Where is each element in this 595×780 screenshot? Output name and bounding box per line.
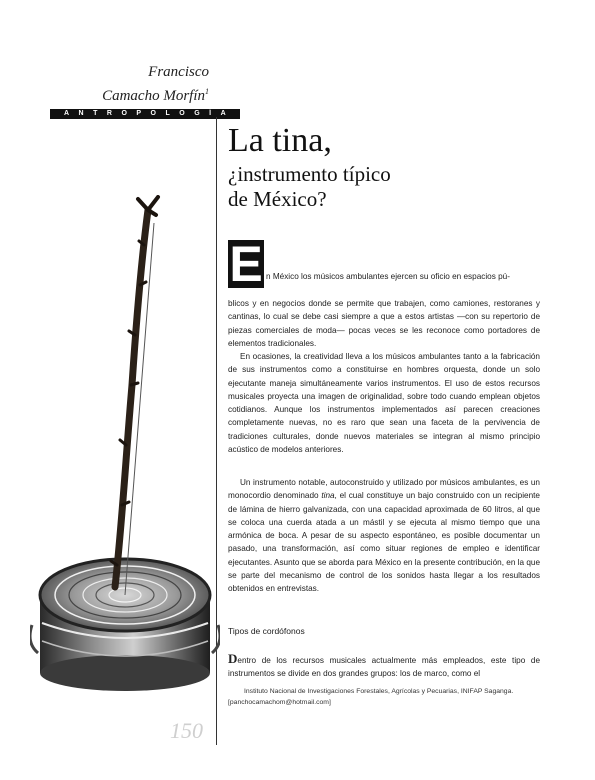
article-subtitle <box>228 162 391 212</box>
subtitle-line-2: de México? <box>228 187 327 211</box>
section-heading: Tipos de cordófonos <box>228 626 305 636</box>
paragraph-4-text: entro de los recursos musicales actualmente más empleados, este tipo de instrumentos se divide en dos grandes grupos: los de marco, como el <box>228 656 540 679</box>
author-surname-text: Camacho Morfín <box>102 88 205 104</box>
article-title: La tina, <box>228 122 332 159</box>
paragraph-4-initial: D <box>228 651 238 666</box>
footnote-institution: Instituto Nacional de Investigaciones Forestales, Agrícolas y Pecuarias, INIFAP Saganga. <box>244 688 514 695</box>
paragraph-1-first-line: n México los músicos ambulantes ejercen su oficio en espacios pú- <box>266 272 510 281</box>
paragraph-3-text-after: , el cual constituye un bajo construido con un recipiente de lámina de hierro galvanizada, con una capacidad aproximada de 60 litros, al que se coloca una cuerda atada a un mástil y se ejecuta al mismo tiempo que una armónica de boca. A pesar de su aspecto espontáneo, es posible documentar un pasado, una transformación, así como situar regiones de empleo e identificar ejecutantes. Asunto que se aborda para México en la presente contribución, en la que se parte del mecanismo de control de los sonidos hasta llegar a los resultados obtenidos en entrevistas. <box>228 491 540 593</box>
author-footnote-mark: 1 <box>205 87 209 96</box>
paragraph-2 <box>228 350 540 456</box>
paragraph-2-text: En ocasiones, la creatividad lleva a los músicos ambulantes tanto a la fabricación de sus instrumentos como a constituirse en hombres orquesta, donde un solo ejecutante maneja simultáneamente varios instrumentos. El uso de estos recursos musicales proyecta una imagen de originalidad, sobre todo cuando emplean objetos cotidianos. Aunque los instrumentos implementados así parecen creaciones completamente nuevas, no es raro que sean una faceta de la pervivencia de tradiciones culturales, donde nuevos materiales se integran al mismo principio acústico de modelos anteriores. <box>228 352 540 454</box>
tina-instrument-illustration <box>30 195 220 715</box>
footnote-email: [panchocamachom@hotmail.com] <box>228 699 331 706</box>
paragraph-1-body: blicos y en negocios donde se permite que trabajen, como camiones, restoranes y cantinas, lo cual se debe casi siempre a que a estos artistas —con su repertorio de piezas comerciales de moda— pocas veces se les reconoce como portadores de elementos tradicionales. <box>228 299 540 348</box>
drop-cap: E <box>229 236 263 292</box>
author-footnote <box>228 686 540 708</box>
paragraph-4 <box>228 652 540 681</box>
term-tina: tina <box>321 491 335 501</box>
paragraph-3-text-before: Un instrumento notable, autoconstruido y utilizado por músicos ambulantes, es un monocordio denominado <box>228 478 540 501</box>
author-first-name: Francisco <box>148 64 209 80</box>
paragraph-3 <box>228 476 540 595</box>
author-surname <box>102 82 209 106</box>
subtitle-line-1: ¿instrumento típico <box>228 162 391 186</box>
page-number: 150 <box>170 718 203 743</box>
section-label: ANTROPOLOGÍA <box>50 109 240 119</box>
